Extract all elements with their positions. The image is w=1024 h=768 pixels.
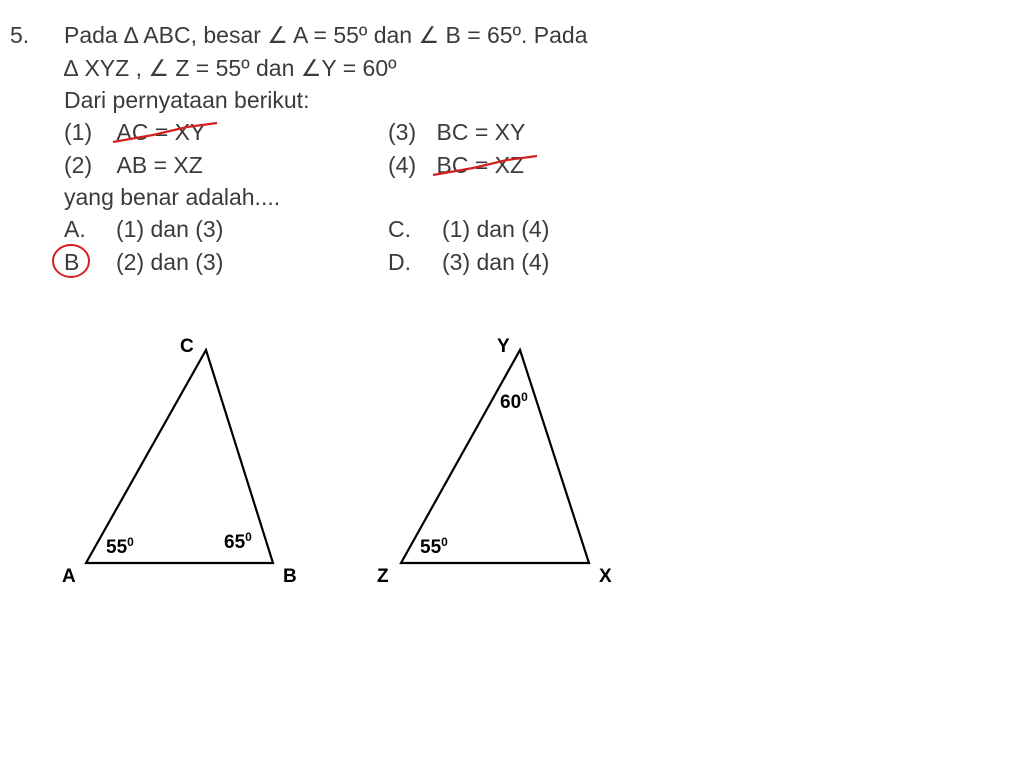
statement-4-number: (4) — [388, 152, 417, 178]
degree-mark: 0 — [127, 535, 134, 549]
statement-3-number: (3) — [388, 119, 417, 145]
option-b-letter: B — [64, 249, 80, 275]
statement-1-text: AC = XY — [116, 119, 206, 145]
option-d-text: (3) dan (4) — [442, 249, 550, 275]
angle-label-a — [106, 535, 134, 558]
vertex-label-y: Y — [497, 336, 510, 357]
statement-3-text: BC = XY — [436, 119, 526, 145]
question-line-2: ∆ XYZ , ∠ Z = 55º dan ∠Y = 60º — [64, 55, 397, 81]
degree-mark: 0 — [245, 530, 252, 544]
statement-1-number: (1) — [64, 119, 93, 145]
angle-label-y — [500, 390, 528, 413]
option-d-letter: D. — [388, 249, 411, 275]
angle-label-b — [224, 530, 252, 553]
vertex-label-a: A — [62, 566, 76, 587]
option-c-text: (1) dan (4) — [442, 216, 550, 242]
option-b-text: (2) dan (3) — [116, 249, 224, 275]
angle-b-value: 65 — [224, 532, 246, 553]
question-prompt: yang benar adalah.... — [64, 184, 281, 210]
angle-y-value: 60 — [500, 392, 522, 413]
option-a-letter: A. — [64, 216, 86, 242]
option-a-text: (1) dan (3) — [116, 216, 224, 242]
vertex-label-c: C — [180, 336, 194, 357]
vertex-label-x: X — [599, 566, 612, 587]
degree-mark: 0 — [521, 390, 528, 404]
statement-4-text: BC = XZ — [436, 152, 525, 178]
vertex-label-z: Z — [377, 566, 389, 587]
question-number: 5. — [10, 22, 30, 48]
statement-2-number: (2) — [64, 152, 93, 178]
triangle-xyz — [401, 350, 589, 563]
degree-mark: 0 — [441, 535, 448, 549]
statement-2-text: AB = XZ — [116, 152, 203, 178]
question-line-3: Dari pernyataan berikut: — [64, 87, 310, 113]
angle-label-z — [420, 535, 448, 558]
angle-z-value: 55 — [420, 537, 442, 558]
question-line-1: Pada ∆ ABC, besar ∠ A = 55º dan ∠ B = 65º. Pada — [64, 22, 588, 48]
angle-a-value: 55 — [106, 537, 128, 558]
option-c-letter: C. — [388, 216, 411, 242]
vertex-label-b: B — [283, 566, 297, 587]
